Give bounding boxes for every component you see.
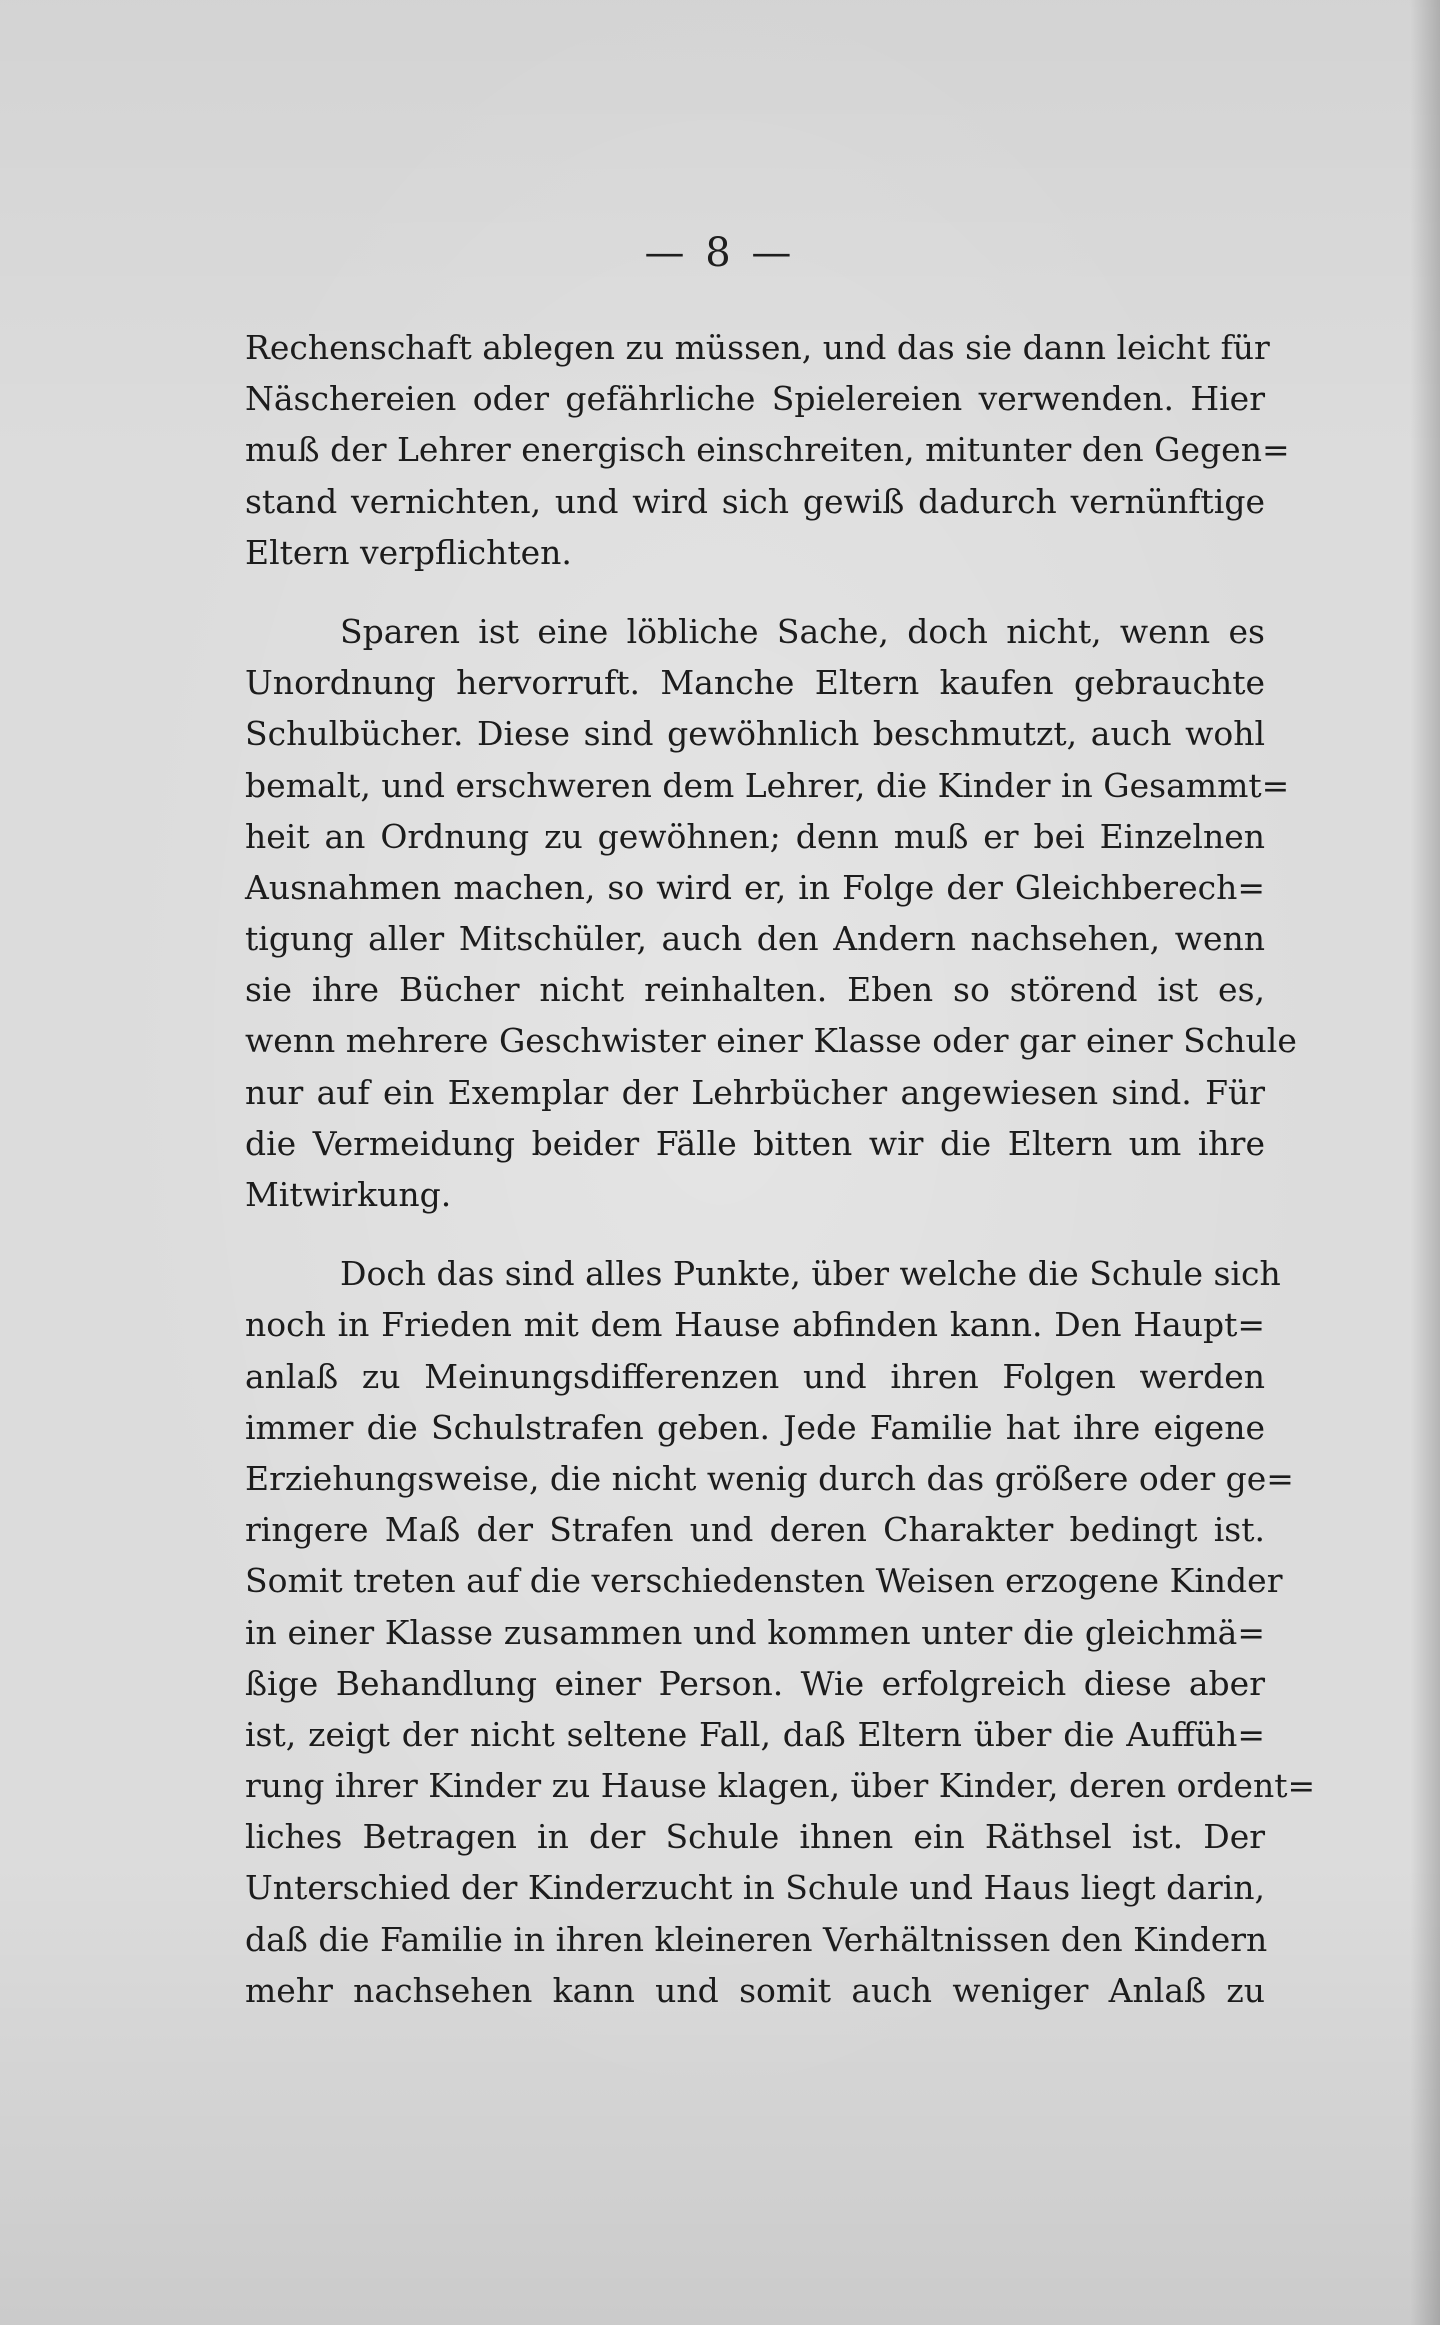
text-line: wenn mehrere Geschwister einer Klasse oder gar einer Schule (245, 1021, 1297, 1061)
text-line: tigung aller Mitschüler, auch den Andern nachsehen, wenn (245, 919, 1265, 959)
text-line: ßige Behandlung einer Person. Wie erfolgreich diese aber (245, 1663, 1265, 1703)
text-line: mehr nachsehen kann und somit auch weniger Anlaß zu (245, 1970, 1265, 2010)
text-line: anlaß zu Meinungsdifferenzen und ihren Folgen werden (245, 1356, 1265, 1396)
text-line: heit an Ordnung zu gewöhnen; denn muß er bei Einzelnen (245, 816, 1265, 856)
text-line: immer die Schulstrafen geben. Jede Familie hat ihre eigene (245, 1407, 1265, 1447)
text-line: die Vermeidung beider Fälle bitten wir die Eltern um ihre (245, 1123, 1265, 1163)
text-line: noch in Frieden mit dem Hause abfinden kann. Den Haupt= (245, 1305, 1265, 1345)
text-line: Mitwirkung. (245, 1175, 452, 1214)
text-line: daß die Familie in ihren kleineren Verhältnissen den Kindern (245, 1919, 1268, 1959)
text-line: Ausnahmen machen, so wird er, in Folge der Gleichberech= (245, 867, 1265, 907)
text-line: Eltern verpflichten. (245, 532, 572, 572)
text-line: Doch das sind alles Punkte, über welche die Schule sich (340, 1254, 1281, 1294)
text-line: Näschereien oder gefährliche Spielereien verwenden. Hier (245, 379, 1265, 419)
text-line: bemalt, und erschweren dem Lehrer, die Kinder in Gesammt= (245, 765, 1290, 805)
page-edge-shadow (1410, 0, 1440, 2325)
text-line: Schulbücher. Diese sind gewöhnlich beschmutzt, auch wohl (245, 714, 1265, 754)
page-number: — 8 — (644, 230, 796, 276)
text-line: muß der Lehrer energisch einschreiten, mitunter den Gegen= (245, 430, 1290, 470)
text-line: nur auf ein Exemplar der Lehrbücher angewiesen sind. Für (245, 1072, 1265, 1112)
text-line: in einer Klasse zusammen und kommen unter die gleichmä= (245, 1612, 1265, 1652)
paragraph (245, 322, 1290, 578)
text-line: ist, zeigt der nicht seltene Fall, daß Eltern über die Auffüh= (245, 1714, 1265, 1754)
text-line: Unordnung hervorruft. Manche Eltern kaufen gebrauchte (245, 663, 1265, 703)
text-line: Rechenschaft ablegen zu müssen, und das sie dann leicht für (245, 328, 1270, 367)
text-line: liches Betragen in der Schule ihnen ein Räthsel ist. Der (245, 1817, 1265, 1857)
paragraph (245, 606, 1297, 1220)
text-line: Somit treten auf die verschiedensten Weisen erzogene Kinder (245, 1561, 1283, 1601)
text-line: stand vernichten, und wird sich gewiß dadurch vernünftige (245, 481, 1265, 521)
text-line: Erziehungsweise, die nicht wenig durch das größere oder ge= (245, 1458, 1294, 1498)
text-line: ringere Maß der Strafen und deren Charakter bedingt ist. (245, 1510, 1265, 1550)
paragraph (245, 1248, 1316, 2016)
text-line: rung ihrer Kinder zu Hause klagen, über Kinder, deren ordent= (245, 1766, 1316, 1806)
body-text (245, 322, 1316, 2016)
text-line: sie ihre Bücher nicht reinhalten. Eben so störend ist es, (245, 970, 1265, 1010)
text-line: Unterschied der Kinderzucht in Schule und Haus liegt darin, (245, 1868, 1266, 1908)
text-line: Sparen ist eine löbliche Sache, doch nicht, wenn es (340, 611, 1265, 651)
